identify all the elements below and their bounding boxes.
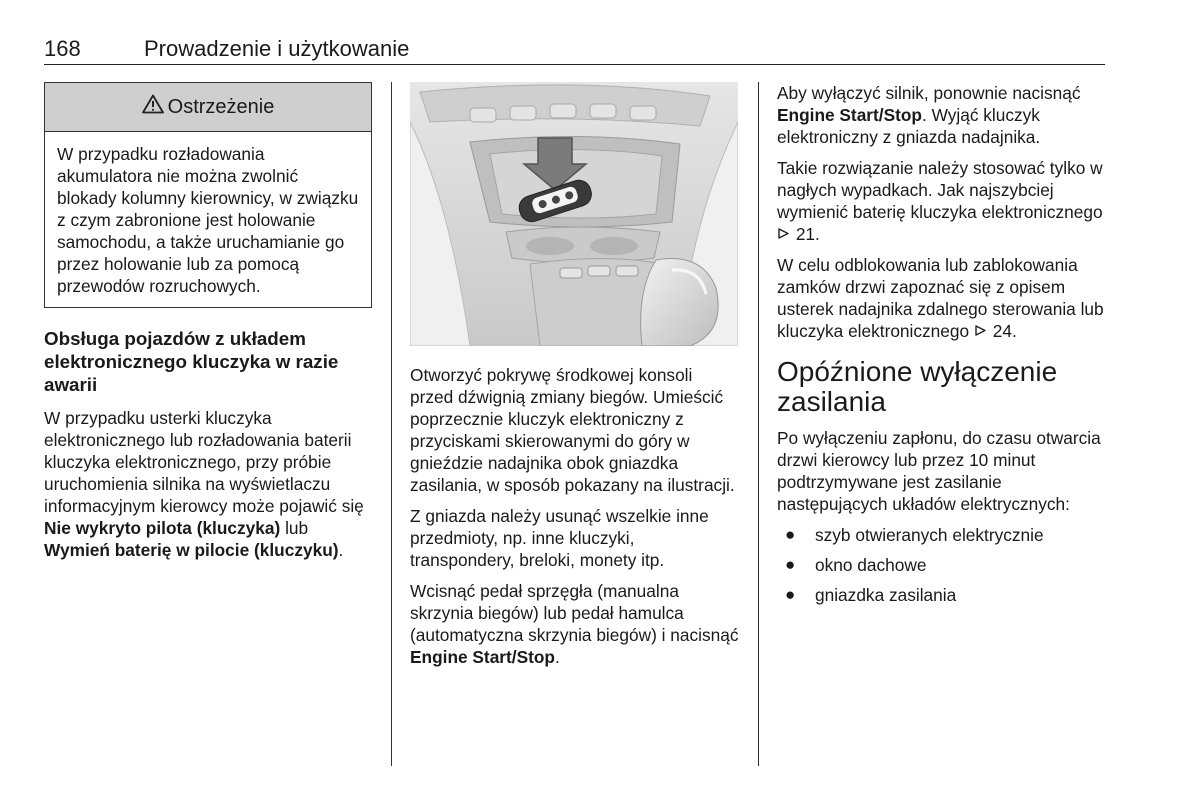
console-key-slot-image bbox=[410, 82, 738, 346]
page-header bbox=[44, 34, 1105, 65]
bullet-list bbox=[777, 524, 1107, 606]
text: Aby wyłączyć silnik, ponownie nacisnąć bbox=[777, 83, 1081, 103]
paragraph bbox=[410, 580, 740, 668]
text: . bbox=[815, 224, 820, 244]
warning-title: Ostrzeżenie bbox=[167, 95, 275, 118]
paragraph: Otworzyć pokrywę środkowej konsoli przed dźwignią zmiany biegów. Umieścić poprzecznie kluczyk elektroniczny z przyciskami skierowanymi do góry w gnieździe nadajnika obok gniazdka zasilania, w sposób pokazany na ilustracji. bbox=[410, 365, 735, 495]
list-item-text: szyb otwieranych elektrycznie bbox=[815, 525, 1044, 545]
text: . bbox=[338, 540, 344, 560]
display-message: Wymień baterię w pilocie (kluczyku) bbox=[44, 540, 339, 560]
warning-triangle-icon bbox=[142, 94, 164, 120]
paragraph bbox=[777, 254, 1107, 342]
bullet-icon: ● bbox=[785, 525, 796, 544]
text: . Wyjąć kluczyk elektroniczny z gniazda nadajnika. bbox=[777, 105, 1041, 147]
list-item-text: gniazdka zasilania bbox=[815, 585, 957, 605]
cross-reference-arrow-icon bbox=[974, 320, 988, 342]
text: W przypadku usterki kluczyka elektronicznego lub rozładowania baterii kluczyka elektronicznego, przy próbie uruchomienia silnika na wyświetlaczu informacyjnym kierowcy może pojawić się bbox=[44, 408, 364, 516]
page-reference[interactable]: 21 bbox=[795, 224, 816, 244]
button-name: Engine Start/Stop bbox=[777, 105, 922, 125]
page-title: Prowadzenie i użytkowanie bbox=[144, 36, 410, 61]
column-2 bbox=[410, 82, 740, 677]
cross-reference-arrow-icon bbox=[777, 223, 791, 245]
list-item bbox=[777, 554, 1107, 576]
list-item-text: okno dachowe bbox=[815, 555, 927, 575]
text: . bbox=[554, 647, 560, 667]
text: lub bbox=[280, 518, 309, 538]
text: W celu odblokowania lub zablokowania zamków drzwi zapoznać się z opisem usterek nadajnika zdalnego sterowania lub kluczyka elektronicznego bbox=[777, 255, 1104, 341]
paragraph bbox=[777, 157, 1107, 245]
text: . bbox=[1011, 321, 1017, 341]
page-number: 168 bbox=[44, 36, 81, 61]
section-heading: Opóźnione wyłączenie zasilania bbox=[777, 356, 1058, 417]
column-3 bbox=[777, 82, 1107, 614]
bullet-icon: ● bbox=[785, 555, 796, 574]
list-item bbox=[777, 524, 1107, 546]
list-item bbox=[777, 584, 1107, 606]
warning-header bbox=[45, 83, 371, 132]
bullet-icon: ● bbox=[785, 585, 796, 604]
column-divider bbox=[758, 82, 759, 766]
paragraph bbox=[44, 407, 372, 561]
paragraph bbox=[777, 82, 1107, 148]
column-1 bbox=[44, 82, 372, 570]
column-divider bbox=[391, 82, 392, 766]
page-reference[interactable]: 24 bbox=[992, 321, 1012, 341]
paragraph: Po wyłączeniu zapłonu, do czasu otwarcia drzwi kierowcy lub przez 10 minut podtrzymywane jest zasilanie następujących układów elektrycznych: bbox=[777, 428, 1101, 514]
section-subheading: Obsługa pojazdów z układem elektronicznego kluczyka w razie awarii bbox=[44, 328, 339, 395]
warning-text: W przypadku rozładowania akumulatora nie można zwolnić blokady kolumny kierownicy, w związku z czym zabronione jest holowanie samochodu, a także uruchamianie go przez holowanie lub za pomocą przewodów rozruchowych. bbox=[57, 144, 359, 296]
text: Takie rozwiązanie należy stosować tylko w nagłych wypadkach. Jak najszybciej wymienić baterię kluczyka elektronicznego bbox=[777, 158, 1103, 222]
console-illustration bbox=[410, 82, 738, 346]
text: Wcisnąć pedał sprzęgła (manualna skrzynia biegów) lub pedał hamulca (automatyczna skrzynia biegów) i nacisnąć bbox=[410, 581, 739, 645]
button-name: Engine Start/Stop bbox=[410, 647, 555, 667]
display-message: Nie wykryto pilota (kluczyka) bbox=[44, 518, 281, 538]
warning-body bbox=[45, 132, 371, 307]
paragraph: Z gniazda należy usunąć wszelkie inne przedmioty, np. inne kluczyki, transpondery, breloki, monety itp. bbox=[410, 506, 709, 570]
warning-box bbox=[44, 82, 372, 308]
